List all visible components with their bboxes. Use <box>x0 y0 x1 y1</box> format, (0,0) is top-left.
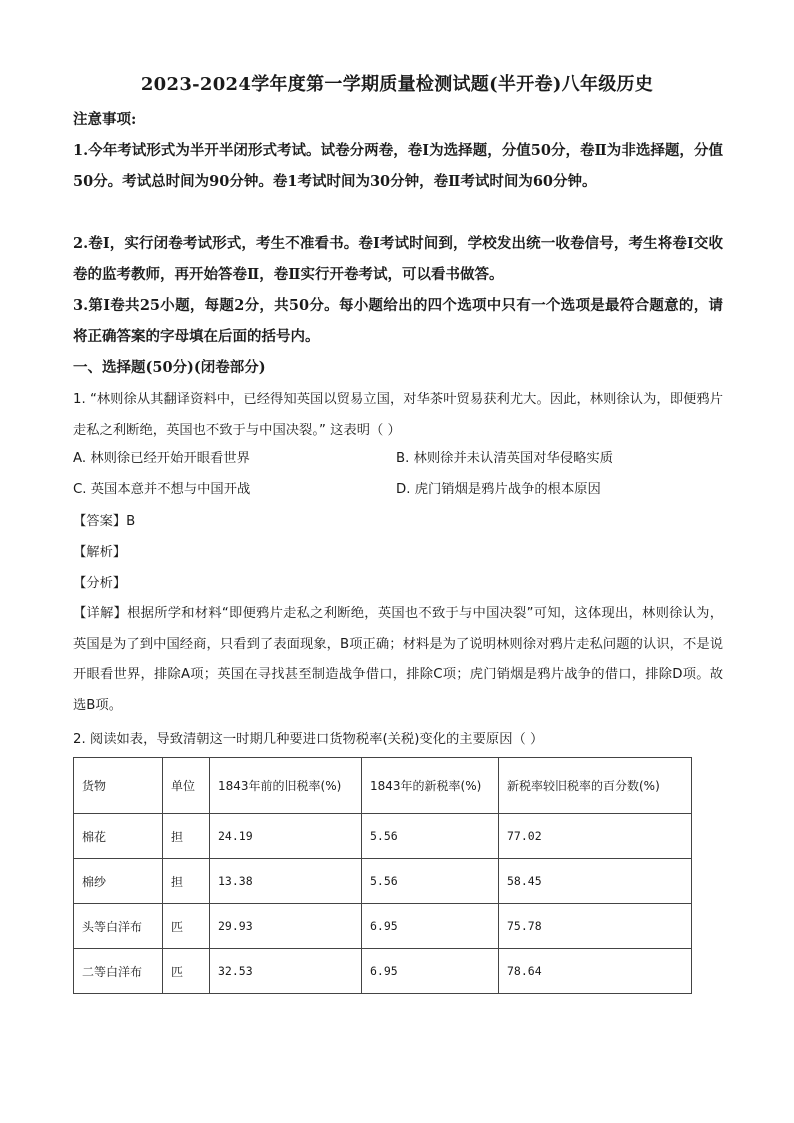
cell-new-rate: 5.56 <box>362 814 499 859</box>
notice-2: 2.卷Ⅰ，实行闭卷考试形式，考生不准看书。卷Ⅰ考试时间到，学校发出统一收卷信号，考生将卷Ⅰ交收卷的监考教师，再开始答卷Ⅱ，卷Ⅱ实行开卷考试，可以看书做答。 <box>73 235 723 283</box>
q1-analysis-label: 【解析】 <box>73 545 127 560</box>
q1-option-c: C. 英国本意并不想与中国开战 <box>73 482 251 497</box>
cell-goods: 头等白洋布 <box>74 904 163 949</box>
table-row <box>74 949 692 994</box>
cell-old-rate: 32.53 <box>210 949 362 994</box>
cell-new-rate: 6.95 <box>362 949 499 994</box>
header-cell: 货物 <box>74 758 163 814</box>
question-2-stem: 2. 阅读如表，导致清朝这一时期几种要进口货物税率(关税)变化的主要原因（ ） <box>73 732 544 747</box>
cell-goods: 二等白洋布 <box>74 949 163 994</box>
cell-unit: 匹 <box>163 949 210 994</box>
cell-goods: 棉纱 <box>74 859 163 904</box>
cell-old-rate: 13.38 <box>210 859 362 904</box>
cell-unit: 匹 <box>163 904 210 949</box>
question-1-stem: 1. “林则徐从其翻译资料中，已经得知英国以贸易立国，对华茶叶贸易获利尤大。因此，林则徐认为，即便鸦片走私之利断绝，英国也不致于与中国决裂。” 这表明（ ） <box>73 392 723 438</box>
q1-detail: 【详解】根据所学和材料“即便鸦片走私之利断绝，英国也不致于与中国决裂”可知，这体现出，林则徐认为，英国是为了到中国经商，只看到了表面现象，B项正确；材料是为了说明林则徐对鸦片走私问题的认识，不是说开眼看世界，排除A项；英国在寻找甚至制造战争借口，排除C项；虎门销烟是鸦片战争的借口，排除D项。故选B项。 <box>73 606 723 713</box>
cell-old-rate: 29.93 <box>210 904 362 949</box>
header-cell: 单位 <box>163 758 210 814</box>
cell-new-rate: 5.56 <box>362 859 499 904</box>
header-cell: 1843年的新税率(%) <box>362 758 499 814</box>
table-row <box>74 814 692 859</box>
cell-new-rate: 6.95 <box>362 904 499 949</box>
tariff-table <box>73 757 692 994</box>
q1-fenxi-label: 【分析】 <box>73 576 127 591</box>
header-cell: 新税率较旧税率的百分数(%) <box>499 758 692 814</box>
q1-option-a: A. 林则徐已经开始开眼看世界 <box>73 451 250 466</box>
table-header-row <box>74 758 692 814</box>
cell-unit: 担 <box>163 859 210 904</box>
q1-option-d: D. 虎门销烟是鸦片战争的根本原因 <box>396 482 601 497</box>
q1-answer: 【答案】B <box>73 514 136 529</box>
cell-goods: 棉花 <box>74 814 163 859</box>
section-heading: 一、选择题(50分)(闭卷部分) <box>73 359 266 376</box>
cell-percent: 58.45 <box>499 859 692 904</box>
header-cell: 1843年前的旧税率(%) <box>210 758 362 814</box>
q1-option-b: B. 林则徐并未认清英国对华侵略实质 <box>396 451 614 466</box>
notice-1: 1.今年考试形式为半开半闭形式考试。试卷分两卷，卷Ⅰ为选择题，分值50分，卷Ⅱ为非选择题，分值50分。考试总时间为90分钟。卷1考试时间为30分钟，卷Ⅱ考试时间为60分钟。 <box>73 142 723 190</box>
notice-heading: 注意事项: <box>73 111 137 128</box>
cell-unit: 担 <box>163 814 210 859</box>
exam-title: 2023-2024学年度第一学期质量检测试题(半开卷)八年级历史 <box>140 74 654 95</box>
cell-percent: 78.64 <box>499 949 692 994</box>
cell-old-rate: 24.19 <box>210 814 362 859</box>
cell-percent: 77.02 <box>499 814 692 859</box>
table-row <box>74 859 692 904</box>
cell-percent: 75.78 <box>499 904 692 949</box>
table-row <box>74 904 692 949</box>
notice-3: 3.第Ⅰ卷共25小题，每题2分，共50分。每小题给出的四个选项中只有一个选项是最符合题意的，请将正确答案的字母填在后面的括号内。 <box>73 297 723 345</box>
